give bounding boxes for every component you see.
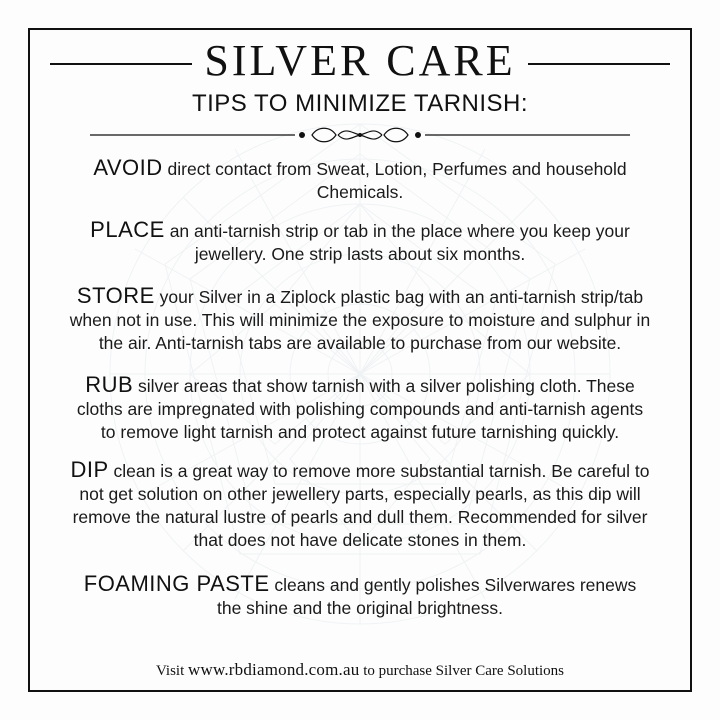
tip-rub bbox=[70, 373, 650, 444]
tip-foaming-paste-text: cleans and gently polishes Silverwares renews the shine and the original brightness. bbox=[216, 575, 637, 618]
tip-avoid bbox=[80, 156, 640, 204]
tip-rub-text: silver areas that show tarnish with a silver polishing cloth. These cloths are impregnated with polishing compounds and anti-tarnish agents to remove light tarnish and protect against future tarnishing quickly. bbox=[76, 376, 644, 442]
tip-avoid-keyword: AVOID bbox=[93, 155, 163, 180]
tip-store bbox=[60, 284, 660, 355]
tip-dip bbox=[60, 458, 660, 552]
ornamental-divider bbox=[50, 124, 670, 146]
page-subtitle: TIPS TO MINIMIZE TARNISH: bbox=[191, 90, 529, 117]
tip-avoid-text: direct contact from Sweat, Lotion, Perfumes and household Chemicals. bbox=[162, 159, 627, 202]
tip-place-text: an anti-tarnish strip or tab in the place where you keep your jewellery. One strip lasts about six months. bbox=[164, 221, 630, 264]
website-link[interactable]: www.rbdiamond.com.au bbox=[188, 660, 360, 679]
footer bbox=[36, 660, 684, 680]
tip-foaming-paste bbox=[70, 572, 650, 620]
title-block bbox=[50, 36, 670, 88]
page-title: SILVER CARE bbox=[192, 36, 527, 86]
tip-dip-text: clean is a great way to remove more substantial tarnish. Be careful to not get solution on other jewellery parts, especially pearls, as this dip will remove the natural lustre of pearls and dull them. Recommended for silver that does not have delicate stones in them. bbox=[72, 461, 650, 550]
tip-place-keyword: PLACE bbox=[90, 217, 165, 242]
tip-rub-keyword: RUB bbox=[85, 372, 134, 397]
footer-prefix: Visit bbox=[155, 663, 188, 679]
tip-store-text: your Silver in a Ziplock plastic bag with an anti-tarnish strip/tab when not in use. This will minimize the exposure to moisture and sulphur in the air. Anti-tarnish tabs are available to purchase from our website. bbox=[69, 287, 651, 353]
footer-suffix: to purchase Silver Care Solutions bbox=[359, 663, 565, 679]
card-content bbox=[36, 28, 684, 686]
tip-dip-keyword: DIP bbox=[70, 457, 109, 482]
tip-place bbox=[55, 218, 665, 266]
tip-foaming-paste-keyword: FOAMING PASTE bbox=[83, 571, 270, 596]
tip-store-keyword: STORE bbox=[76, 283, 155, 308]
